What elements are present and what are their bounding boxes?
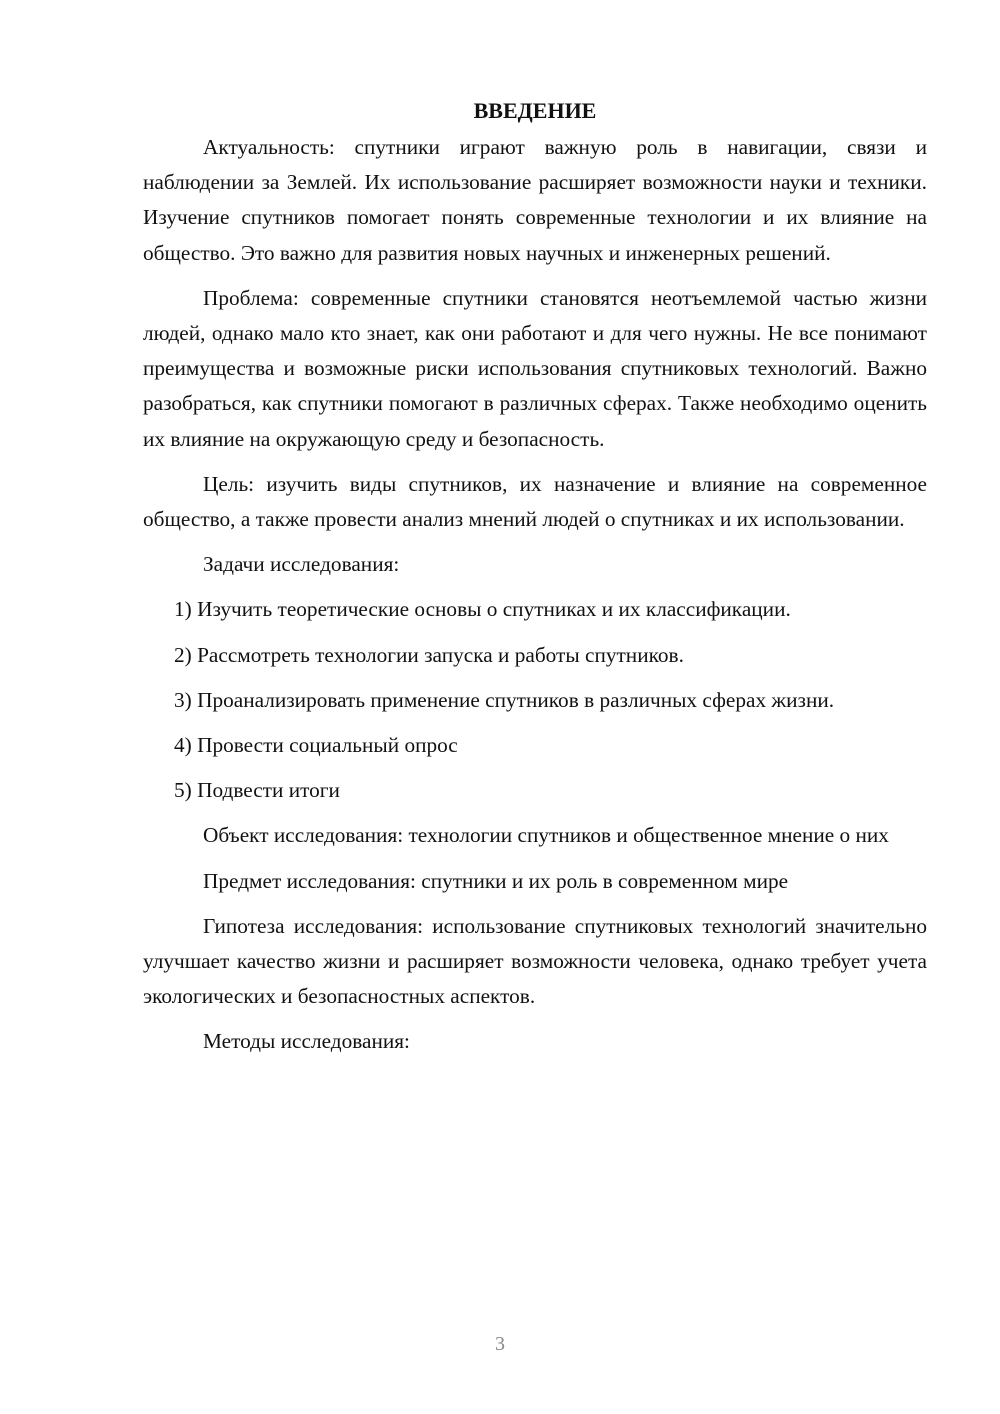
task-item: 3) Проанализировать применение спутников в различных сферах жизни. — [174, 687, 835, 712]
page-title: ВВЕДЕНИЕ — [473, 98, 597, 123]
task-item: 1) Изучить теоретические основы о спутниках и их классификации. — [174, 597, 791, 622]
relevance-paragraph: Актуальность: спутники играют важную роль в навигации, связи и наблюдении за Землей. Их использование расширяет возможности науки и техники. Изучение спутников помогает понять современные технологии и их влияние на общество. Это важно для развития новых научных и инженерных решений. — [143, 135, 927, 265]
object-paragraph: Объект исследования: технологии спутников и общественное мнение о них — [203, 823, 889, 848]
task-item: 4) Провести социальный опрос — [174, 733, 458, 758]
tasks-heading: Задачи исследования: — [203, 552, 400, 577]
task-item: 2) Рассмотреть технологии запуска и работы спутников. — [174, 642, 684, 667]
page-number: 3 — [495, 1333, 505, 1355]
page-body — [143, 94, 927, 1070]
subject-paragraph: Предмет исследования: спутники и их роль в современном мире — [203, 868, 789, 893]
task-item: 5) Подвести итоги — [174, 778, 340, 803]
goal-paragraph: Цель: изучить виды спутников, их назначение и влияние на современное общество, а также провести анализ мнений людей о спутниках и их использовании. — [143, 471, 927, 532]
hypothesis-paragraph: Гипотеза исследования: использование спутниковых технологий значительно улучшает качество жизни и расширяет возможности человека, однако требует учета экологических и безопасностных аспектов. — [143, 913, 927, 1009]
methods-heading: Методы исследования: — [203, 1029, 410, 1054]
problem-paragraph: Проблема: современные спутники становятся неотъемлемой частью жизни людей, однако мало кто знает, как они работают и для чего нужны. Не все понимают преимущества и возможные риски использования спутниковых технологий. Важно разобраться, как спутники помогают в различных сферах. Также необходимо оценить их влияние на окружающую среду и безопасность. — [143, 285, 927, 451]
